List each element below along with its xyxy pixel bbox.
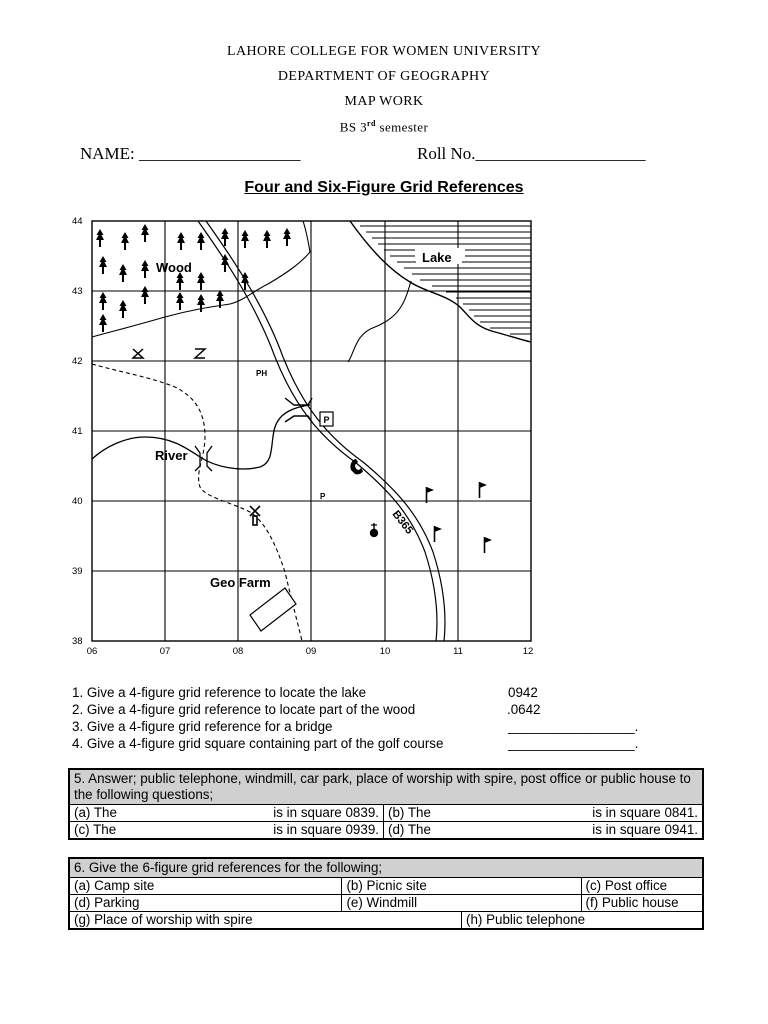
question-2: 2. Give a 4-figure grid reference to locate part of the wood (72, 702, 416, 717)
place-of-worship-icon (370, 523, 378, 537)
section-5-prompt: 5. Answer; public telephone, windmill, car park, place of worship with spire, post office or public house to the following questions; (69, 769, 703, 805)
item-square: is in square 0839. (273, 805, 379, 820)
easting-label: 09 (305, 646, 317, 657)
section-6-post-office[interactable]: (c) Post office (581, 878, 703, 895)
section-6-picnic-site[interactable]: (b) Picnic site (342, 878, 581, 895)
section-5-table (68, 768, 704, 840)
worksheet-title: Four and Six-Figure Grid References (244, 179, 524, 196)
northing-label: 44 (72, 216, 83, 227)
picnic-site-icon (195, 349, 205, 358)
post-office-label: P (320, 492, 326, 501)
name-field[interactable]: NAME: ___________________ (80, 144, 301, 163)
road-label: B365 (389, 508, 416, 537)
river (92, 405, 310, 469)
section-6-public-house[interactable]: (f) Public house (581, 895, 703, 912)
section-6-public-telephone[interactable]: (h) Public telephone (461, 912, 703, 930)
easting-label: 08 (232, 646, 244, 657)
northing-label: 43 (72, 286, 83, 297)
farm-label: Geo Farm (210, 575, 271, 590)
northing-label: 40 (72, 496, 83, 507)
lake (350, 221, 531, 342)
section-6-prompt: 6. Give the 6-figure grid references for the following; (69, 858, 703, 878)
easting-label: 07 (159, 646, 171, 657)
easting-label: 11 (453, 646, 463, 657)
item-label: (d) The (388, 822, 431, 837)
item-square: is in square 0941. (592, 822, 698, 837)
department-title: DEPARTMENT OF GEOGRAPHY (277, 69, 491, 84)
section-5-item-a[interactable] (69, 805, 384, 822)
item-label: (c) The (74, 822, 117, 837)
lake-stream (348, 281, 411, 362)
question-1: 1. Give a 4-figure grid reference to locate the lake (72, 685, 367, 700)
windmill-icon (250, 506, 260, 525)
section-5-item-c[interactable] (69, 822, 384, 840)
roll-number-field[interactable]: Roll No.____________________ (417, 144, 646, 163)
question-3: 3. Give a 4-figure grid reference for a bridge (72, 719, 333, 734)
northing-label: 38 (72, 636, 83, 647)
easting-label: 06 (86, 646, 98, 657)
semester-prefix: BS 3 (339, 119, 368, 135)
section-6-place-of-worship[interactable]: (g) Place of worship with spire (69, 912, 461, 930)
wood-label: Wood (156, 260, 192, 275)
university-title: LAHORE COLLEGE FOR WOMEN UNIVERSITY (227, 44, 541, 59)
item-label: (a) The (74, 805, 117, 820)
answer-4[interactable]: _________________. (508, 736, 639, 751)
section-6-table (68, 857, 704, 930)
item-square: is in square 0939. (273, 822, 379, 837)
easting-label: 10 (379, 646, 391, 657)
grid-lines (92, 221, 531, 641)
road-bridge-icon (285, 398, 312, 422)
lake-label: Lake (422, 250, 452, 265)
river-label: River (155, 448, 188, 463)
semester-sup: rd (367, 119, 376, 128)
semester-suffix: semester (375, 119, 429, 135)
section-5-item-d[interactable] (384, 822, 704, 840)
subject-title: MAP WORK (344, 94, 424, 109)
semester-line (0, 119, 768, 135)
northing-label: 42 (72, 356, 83, 367)
answer-1[interactable]: 0942 (508, 685, 538, 700)
easting-label: 12 (522, 646, 534, 657)
camp-site-icon (133, 349, 143, 358)
parking-label: P (323, 415, 330, 425)
answer-2[interactable]: .0642 (507, 702, 541, 717)
grid-map (70, 212, 540, 658)
northing-label: 39 (72, 566, 83, 577)
wood-trees (96, 224, 291, 332)
section-6-windmill[interactable]: (e) Windmill (342, 895, 581, 912)
farm-building (250, 588, 296, 631)
question-4: 4. Give a 4-figure grid square containing part of the golf course (72, 736, 444, 751)
northing-label: 41 (72, 426, 83, 437)
section-6-camp-site[interactable]: (a) Camp site (69, 878, 342, 895)
section-6-parking[interactable]: (d) Parking (69, 895, 342, 912)
public-house-label: PH (256, 369, 268, 378)
answer-3[interactable]: _________________. (508, 719, 639, 734)
item-label: (b) The (388, 805, 431, 820)
parking-icon (320, 412, 333, 426)
item-square: is in square 0841. (592, 805, 698, 820)
section-5-item-b[interactable] (384, 805, 704, 822)
golf-flags (427, 482, 493, 553)
